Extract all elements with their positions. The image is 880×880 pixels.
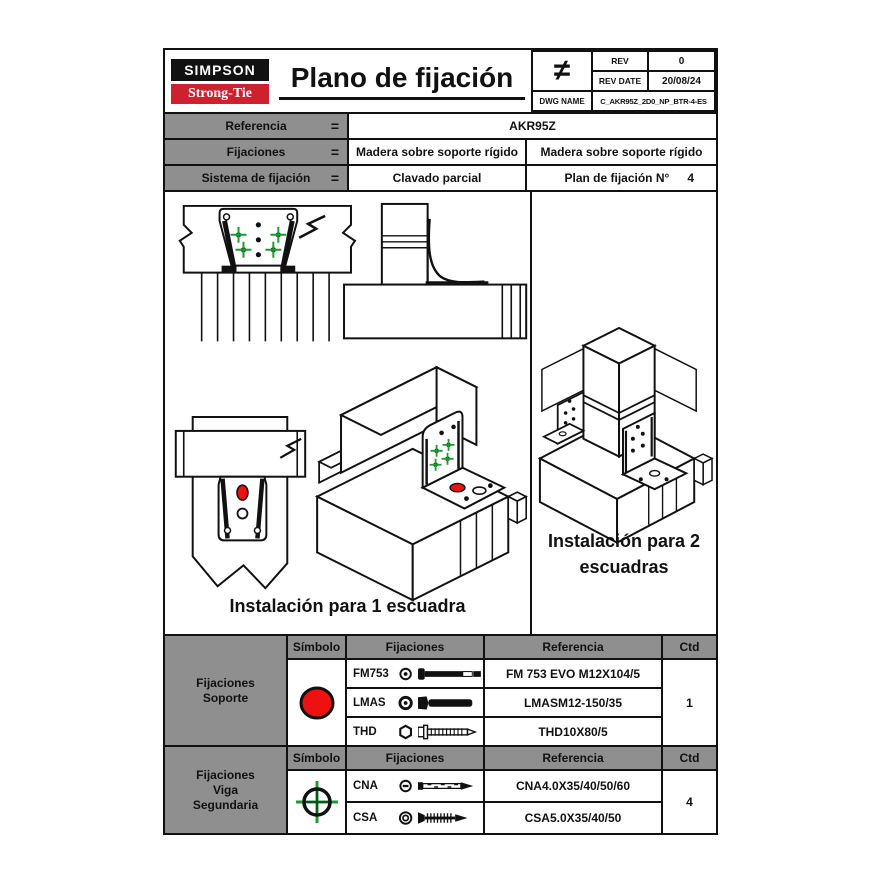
beam-symbol-cell — [288, 771, 345, 833]
double-bracket-pane — [530, 192, 716, 634]
system-label: Sistema de fijación — [201, 171, 311, 185]
screw-end-view-icon — [398, 810, 413, 826]
single-bracket-drawing — [165, 192, 530, 634]
reference-row — [163, 112, 718, 140]
thd-screw-side-icon — [418, 724, 483, 740]
fixing-csa — [347, 803, 483, 833]
fixing-cna — [347, 771, 483, 801]
fm753-bolt-side-icon — [418, 666, 483, 682]
beam-qty: 4 — [663, 771, 716, 833]
sheet-title-wrap — [273, 50, 531, 112]
reference-label-cell — [165, 114, 347, 138]
plan-number-label: Plan de fijación N° — [564, 171, 670, 185]
plan-number-value: 4 — [687, 171, 694, 185]
col-header-fixings: Fijaciones — [347, 747, 483, 769]
support-symbol-cell — [288, 660, 345, 745]
col-header-reference: Referencia — [485, 636, 661, 658]
title-block — [163, 48, 718, 114]
equals-icon: = — [330, 170, 339, 186]
fixing-lmas — [347, 689, 483, 716]
fixings-label: Fijaciones — [226, 145, 286, 159]
support-group-label: Fijaciones Soporte — [165, 636, 286, 745]
cna-nail-side-icon — [418, 778, 483, 794]
lag-bolt-end-view-icon — [398, 695, 413, 711]
system-label-cell — [165, 166, 347, 190]
col-header-qty: Ctd — [663, 636, 716, 658]
col-header-symbol: Símbolo — [288, 747, 345, 769]
bolt-end-view-icon — [398, 666, 413, 682]
fixings-value-left: Madera sobre soporte rígido — [349, 140, 525, 164]
fixing-code: CNA — [353, 780, 378, 792]
caption-single-bracket: Instalación para 1 escuadra — [229, 596, 466, 616]
drawing-area — [163, 190, 718, 636]
fixing-code: LMAS — [353, 696, 386, 709]
fixings-row — [163, 138, 718, 166]
csa-screw-side-icon — [418, 810, 483, 826]
sheet-title: Plano de fijación — [279, 62, 525, 100]
plan-number-cell — [527, 166, 716, 190]
fixings-value-right: Madera sobre soporte rígido — [527, 140, 716, 164]
fixing-thd — [347, 718, 483, 745]
col-header-symbol: Símbolo — [288, 636, 345, 658]
support-qty: 1 — [663, 660, 716, 745]
fixing-code: THD — [353, 725, 377, 738]
equals-icon: = — [330, 144, 339, 160]
caption-double-bracket: Instalación para 2 escuadras — [547, 531, 701, 578]
col-header-fixings: Fijaciones — [347, 636, 483, 658]
fixing-fm753 — [347, 660, 483, 687]
reference-fm753: FM 753 EVO M12X104/5 — [485, 660, 661, 687]
nail-end-view-icon — [398, 778, 413, 794]
green-crosshair-icon — [293, 778, 341, 826]
rev-label: REV — [593, 52, 647, 70]
rev-date-label: REV DATE — [593, 72, 647, 90]
hex-end-view-icon — [398, 724, 413, 740]
simpson-strongtie-logo — [165, 50, 273, 112]
col-header-qty: Ctd — [663, 747, 716, 769]
document — [163, 48, 718, 835]
equals-icon: = — [330, 118, 339, 134]
reference-thd: THD10X80/5 — [485, 718, 661, 745]
beam-fasteners-table — [163, 745, 718, 835]
lmas-bolt-side-icon — [418, 695, 483, 711]
logo-simpson: SIMPSON — [171, 59, 269, 81]
reference-csa: CSA5.0X35/40/50 — [485, 803, 661, 833]
dwg-name-label: DWG NAME — [533, 92, 591, 110]
support-fasteners-table — [163, 634, 718, 747]
single-bracket-pane — [165, 192, 530, 634]
reference-label: Referencia — [225, 119, 287, 133]
reference-lmas: LMASM12-150/35 — [485, 689, 661, 716]
fixing-code: FM753 — [353, 667, 389, 680]
not-equal-icon: ≠ — [533, 52, 591, 90]
rev-value: 0 — [649, 52, 714, 70]
dwg-name-value: C_AKR95Z_2D0_NP_BTR-4-ES — [593, 92, 714, 110]
red-circle-icon — [295, 683, 339, 723]
system-value: Clavado parcial — [349, 166, 525, 190]
revision-block — [531, 50, 716, 112]
col-header-reference: Referencia — [485, 747, 661, 769]
reference-value: AKR95Z — [349, 114, 716, 138]
fixing-code: CSA — [353, 812, 378, 824]
reference-cna: CNA4.0X35/40/50/60 — [485, 771, 661, 801]
logo-strongtie: Strong-Tie — [171, 84, 269, 104]
beam-group-label: Fijaciones Viga Segundaria — [165, 747, 286, 833]
rev-date-value: 20/08/24 — [649, 72, 714, 90]
system-row — [163, 164, 718, 192]
fixings-label-cell — [165, 140, 347, 164]
